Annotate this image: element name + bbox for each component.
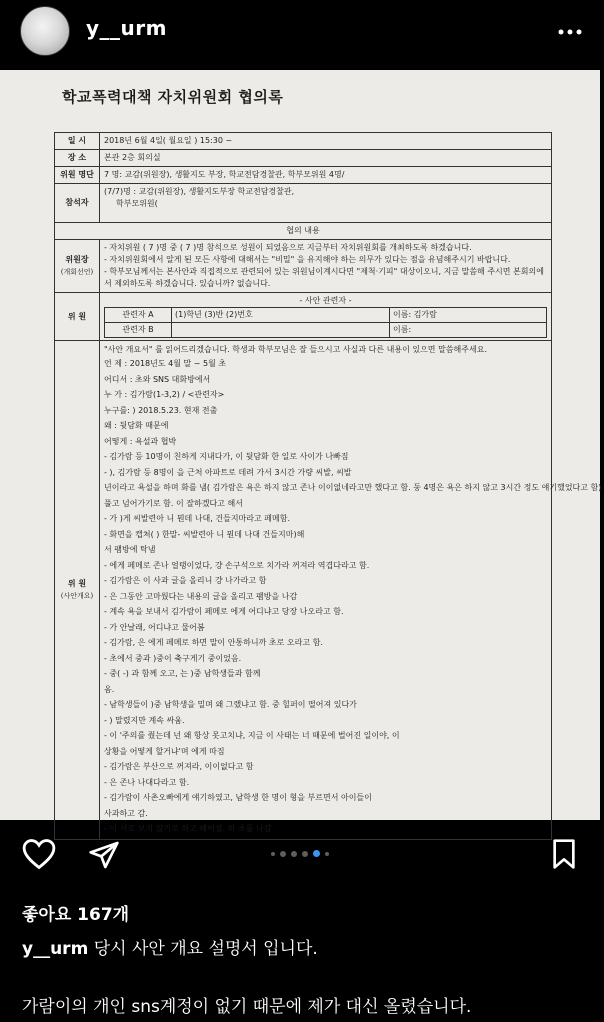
overview-line: 누구를: ) 2018.5.23. 현재 전출 bbox=[104, 405, 218, 415]
carousel-dot bbox=[313, 850, 320, 857]
overview-text bbox=[100, 341, 604, 840]
date-value: 2018년 6월 4일( 월요일 ) 15:30 ~ bbox=[100, 133, 552, 150]
place-value: 본관 2층 회의실 bbox=[100, 150, 552, 167]
chair-line: - 자치위원회에서 알게 된 모든 사항에 대해서는 "비밀" 을 유지해야 하는 의무가 있다는 점을 유념해주시기 바랍니다. bbox=[104, 255, 511, 264]
place-label: 장 소 bbox=[55, 150, 100, 167]
post-image[interactable] bbox=[0, 70, 604, 833]
carousel-dot bbox=[291, 851, 297, 857]
document-title: 학교폭력대책 자치위원회 협의록 bbox=[62, 88, 284, 106]
overview-line: - 에게 페메로 존나 얼탱이었다, 걍 손구석으로 치가라 꺼져라 역겹다라고 함. bbox=[104, 560, 370, 570]
overview-line: 어디서 : 초와 SNS 대화방에서 bbox=[104, 374, 211, 384]
overview-line: - 김가람은 이 사과 글을 올리니 걍 나가라고 함 bbox=[104, 576, 267, 585]
send-icon[interactable] bbox=[88, 840, 120, 874]
related-table bbox=[104, 307, 547, 338]
attendees-value-2: 학부모위원( bbox=[116, 199, 158, 208]
overview-line: 풀고 넘어가기로 함. 이 잘하겠다고 해서 bbox=[104, 498, 243, 508]
carousel-indicator bbox=[271, 850, 329, 857]
overview-line: - 중( -) 과 함께 오고, 는 )중 남학생들과 함께 bbox=[104, 669, 261, 678]
overview-line: 서 팸방에 탁냄 bbox=[104, 545, 156, 554]
committee-label: 위 원 bbox=[55, 293, 100, 341]
overview-line: - 김가람, 은 에게 페메로 하면 말이 안통하니까 초로 오라고 함. bbox=[104, 638, 323, 647]
caption-line-2: 가람이의 개인 sns계정이 없기 때문에 제가 대신 올렸습니다. bbox=[22, 997, 472, 1017]
caption bbox=[22, 934, 318, 959]
overview-line: - 화면을 캡쳐( ) 한말- 씨발련아 니 뭔데 나대 건들지마)해 bbox=[104, 529, 305, 539]
carousel-dot bbox=[271, 852, 275, 856]
overview-line: 왜 : 뒷담화 때문에 bbox=[104, 421, 169, 430]
related-heading: - 사안 관련자 - bbox=[299, 296, 352, 305]
overview-line: 누 가 : 김가람(1-3,2) / <관련자> bbox=[104, 390, 225, 399]
overview-line: - 초에서 중과 )중이 축구게기 중이었음. bbox=[104, 653, 242, 663]
party-a-label: 관련자 A bbox=[105, 308, 172, 323]
overview-line: - ), 김가람 등 8명이 을 근처 아파트로 데려 가서 3시간 가량 씨발, 씨발 bbox=[104, 467, 352, 477]
overview-line: 언 제 : 2018년도 4월 말 ~ 5월 초 bbox=[104, 359, 227, 368]
overview-line: - 가 안날래, 어디냐고 물어봄 bbox=[104, 622, 205, 632]
action-bar bbox=[0, 820, 600, 890]
members-value: 7 명: 교감(위원장), 생활지도 부장, 학교전담경찰관, 학부모위원 4명/ bbox=[100, 167, 552, 184]
carousel-dot bbox=[280, 851, 286, 857]
party-b-label: 관련자 B bbox=[105, 323, 172, 338]
overview-line: - ) 말렸지만 계속 싸움. bbox=[104, 715, 185, 725]
chair-label: 위원장 bbox=[65, 255, 89, 264]
date-label: 일 시 bbox=[55, 133, 100, 150]
chair-line: - 학부모님께서는 본사안과 직접적으로 관련되어 있는 위원님이계시다면 "제척·기피" 대상이오니, 지금 말씀해 주시면 본회의에서 제외하도록 하겠습니다. 있습니까? 없습니다. bbox=[104, 267, 544, 288]
avatar[interactable] bbox=[20, 6, 70, 56]
attendees-label: 참석자 bbox=[55, 184, 100, 223]
party-a-value: (1)학년 (3)반 (2)번호 bbox=[172, 308, 390, 323]
overview-line: - 계속 욕을 보내서 김가람이 페메로 에게 어디냐고 당장 나오라고 함. bbox=[104, 607, 344, 616]
overview-line: 상황을 어떻게 할거냐'며 에게 따짐 bbox=[104, 746, 225, 756]
caption-text: 당시 사안 개요 설명서 입니다. bbox=[93, 939, 318, 959]
overview-intro: "사안 개요서" 를 읽어드리겠습니다. 학생과 학부모님은 잘 들으시고 사실과 다른 내용이 있으면 말씀해주세요. bbox=[104, 345, 487, 354]
caption-username[interactable]: y__urm bbox=[22, 939, 89, 959]
carousel-dot bbox=[302, 851, 308, 857]
heart-icon[interactable] bbox=[22, 838, 56, 874]
post-header bbox=[0, 0, 600, 70]
related-cell bbox=[100, 293, 552, 341]
attendees-value: (7/7)명 : 교감(위원장), 생활지도부장 학교전담경찰관, bbox=[104, 187, 295, 196]
members-label: 위원 명단 bbox=[55, 167, 100, 184]
attendees-cell bbox=[100, 184, 552, 223]
overview-line: - 김가람 등 10명이 친하게 지내다가, 이 뒷담화 한 일로 사이가 나빠짐 bbox=[104, 452, 349, 461]
chair-label-cell bbox=[55, 240, 100, 293]
overview-line: 년이라고 욕설을 하며 화를 냄( 김가람은 욕은 하지 않고 존나 이이없네라고만 했다고 함. 둥 4명은 욕은 하지 않고 3시간 정도 얘기했었다고 함). bbox=[104, 483, 604, 492]
more-dots-icon[interactable] bbox=[558, 20, 582, 35]
bookmark-icon[interactable] bbox=[550, 838, 578, 874]
party-a-name: 이름: 김가람 bbox=[390, 308, 547, 323]
overview-sub: (사안개요) bbox=[60, 591, 94, 600]
overview-line: - 김가람은 부산으로 꺼져라, 이이없다고 함 bbox=[104, 762, 254, 771]
overview-line: 옴. bbox=[104, 684, 115, 694]
overview-line: - 은 존나 나대다라고 함. bbox=[104, 777, 190, 787]
like-count[interactable]: 좋아요 167개 bbox=[22, 905, 130, 925]
document-table bbox=[54, 132, 604, 840]
chair-text bbox=[100, 240, 552, 293]
overview-line: - 은 그동안 고마웠다는 내용의 글을 올리고 팸방을 나감 bbox=[104, 591, 298, 601]
overview-line: - 이 서로 보지 않기로 하고 헤어짐. 와 초를 나감 bbox=[104, 824, 272, 833]
overview-lines bbox=[104, 356, 604, 837]
overview-line: 어떻게 : 욕설과 협박 bbox=[104, 436, 177, 446]
party-b-name: 이름: bbox=[390, 323, 547, 338]
overview-label: 위 원 bbox=[67, 578, 87, 588]
overview-line: - 이 '주의를 줬는데 넌 왜 항상 못고치냐, 지금 이 사태는 너 때문에 벌어진 일이야, 이 bbox=[104, 731, 400, 740]
header-username[interactable]: y__urm bbox=[86, 16, 167, 40]
chair-sub: (개회선언) bbox=[60, 268, 94, 276]
carousel-dot bbox=[325, 852, 329, 856]
overview-label-cell bbox=[55, 341, 100, 840]
chair-line: - 자치위원 ( 7 )명 중 ( 7 )명 참석으로 성원이 되었음으로 지금부터 자치위원회를 개최하도록 하겠습니다. bbox=[104, 243, 472, 252]
overview-line: 사과하고 감. bbox=[104, 808, 148, 818]
content-heading: 협의 내용 bbox=[55, 223, 552, 240]
overview-line: - 가 )게 씨발련아 니 뭔데 나대, 건들지마라고 페메함. bbox=[104, 514, 290, 523]
overview-line: - 김가람이 사촌오빠에게 얘기하였고, 남학생 한 명이 형을 부르면서 아이들이 bbox=[104, 793, 372, 802]
overview-line: - 남학생들이 )중 남학생을 밀며 왜 그랬냐고 함. 중 힐퍼이 떨어져 있다가 bbox=[104, 700, 357, 709]
